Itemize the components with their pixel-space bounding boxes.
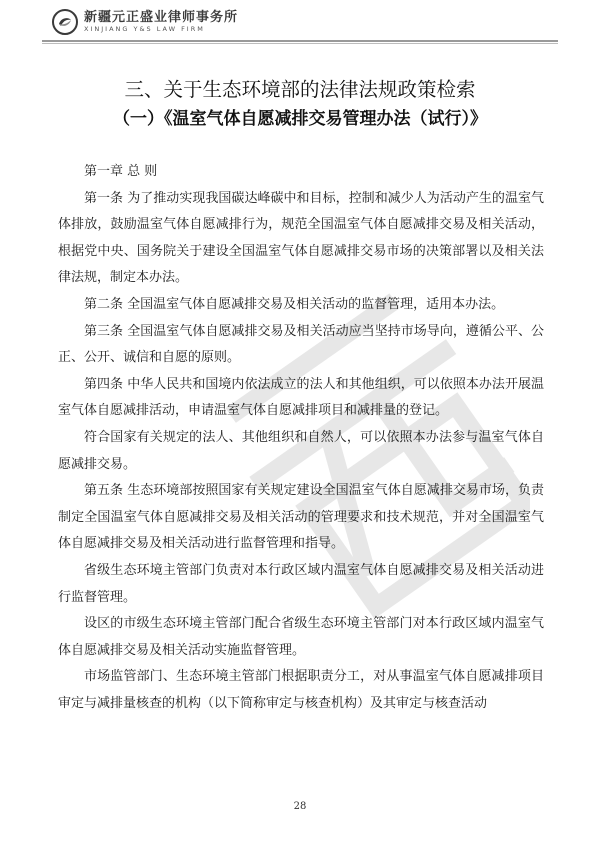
paragraph: 省级生态环境主管部门负责对本行政区域内温室气体自愿减排交易及相关活动进行监督管理。 [58, 562, 544, 605]
header-rule [42, 40, 558, 42]
header-rule-thin [42, 43, 558, 44]
subsection-title: （一）《温室气体自愿减排交易管理办法（试行）》 [113, 109, 487, 129]
chapter-heading: 第一章 总 则 [84, 164, 158, 179]
paragraph: 符合国家有关规定的法人、其他组织和自然人，可以依照本办法参与温室气体自愿减排交易。 [58, 429, 544, 472]
paragraph: 第一条 为了推动实现我国碳达峰碳中和目标，控制和减少人为活动产生的温室气体排放，鼓励温室气体自愿减排行为，规范全国温室气体自愿减排交易及相关活动，根据党中央、国务院关于建设全国温室气体自愿减排交易市场的决策部署以及相关法律法规，制定本办法。 [58, 190, 544, 286]
paragraph: 第四条 中华人民共和国境内依法成立的法人和其他组织，可以依照本办法开展温室气体自愿减排活动，申请温室气体自愿减排项目和减排量的登记。 [58, 376, 544, 419]
firm-name-cn: 新疆元正盛业律师事务所 [84, 10, 239, 25]
firm-logo-icon [52, 9, 78, 35]
firm-name-en: XINJIANG Y&S LAW FIRM [84, 25, 205, 33]
letterhead [52, 8, 238, 36]
paragraph: 第三条 全国温室气体自愿减排交易及相关活动应当坚持市场导向，遵循公平、公正、公开、诚信和自愿的原则。 [58, 323, 544, 366]
section-title: 三、关于生态环境部的法律法规政策检索 [124, 78, 476, 101]
paragraph: 设区的市级生态环境主管部门配合省级生态环境主管部门对本行政区域内温室气体自愿减排交易及相关活动实施监督管理。 [58, 616, 544, 658]
document-body [58, 159, 544, 717]
paragraph: 第二条 全国温室气体自愿减排交易及相关活动的监督管理，适用本办法。 [84, 296, 505, 312]
paragraph: 第五条 生态环境部按照国家有关规定建设全国温室气体自愿减排交易市场，负责制定全国温室气体自愿减排交易及相关活动的管理要求和技术规范，并对全国温室气体自愿减排交易及相关活动进行监督管理和指导。 [58, 483, 544, 552]
firm-name-block [84, 11, 238, 33]
paragraph: 市场监管部门、生态环境主管部门根据职责分工，对从事温室气体自愿减排项目审定与减排量核查的机构（以下简称审定与核查机构）及其审定与核查活动 [58, 669, 544, 711]
page-number: 28 [293, 801, 307, 812]
